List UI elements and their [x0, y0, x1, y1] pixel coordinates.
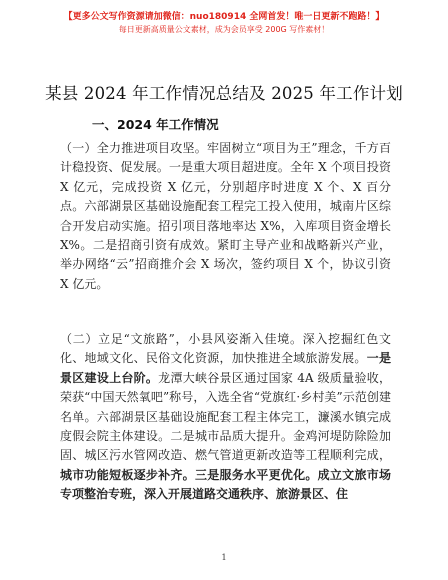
promo-banner-line2: 每日更新高质量公文素材，成为会员享受 200G 写作素材！: [118, 25, 330, 34]
paragraph-tourism-intro: （二）立足“文旅路”，小县风姿渐入佳境。深入挖掘红色文化、地域文化、民俗文化资源，加快推进全域旅游发展。: [60, 332, 391, 366]
document-title: 某县 2024 年工作情况总结及 2025 年工作计划: [45, 84, 403, 103]
paragraph-project: [60, 139, 391, 294]
promo-banner-line1: 【更多公文写作资源请加微信：nuo180914 全网首发！唯一日更新不跑路！】: [63, 12, 385, 22]
paragraph-tourism: [60, 330, 391, 505]
paragraph-tourism-bold-2: 城市功能短板逐步补齐。三是服务水平更优化。成立文旅市场专项整治专班，深入开展道路交通秩序、旅游景区、住: [60, 467, 391, 502]
paragraph-tourism-bold-1: 一是景区建设上台阶。: [60, 351, 391, 385]
paragraph-project-text: （一）全力推进项目攻坚。牢固树立“项目为王”理念，千方百计稳投资、促发展。一是重大项目超进度。全年 X 个项目投资 X 亿元，完成投资 X 亿元，分别超序时进度 X 个、X 百分点。六部湖景区基础设施配套工程完工投入使用，城南片区综合开发启动实施。招引项目落地率达 X%，入库项目资金增长 X%。二是招商引资有成效。紧盯主导产业和战略新兴产业，举办网络“云”招商推介会 X 场次，签约项目 X 个，协议引资 X 亿元。: [60, 141, 391, 291]
page-number: 1: [221, 553, 227, 562]
paragraph-tourism-mid: 龙潭大峡谷景区通过国家 4A 级质量验收，荣获“中国天然氧吧”称号，入选全省“党旗红·乡村美”示范创建名单。六部湖景区基础设施配套工程主体完工，濂溪水镇完成度假会院主体建设。二是城市品质大提升。金鸡河堤防除险加固、城区污水管网改造、燃气管道更新改造等工程顺利完成，: [60, 370, 391, 463]
section-heading: 一、2024 年工作情况: [92, 117, 219, 132]
